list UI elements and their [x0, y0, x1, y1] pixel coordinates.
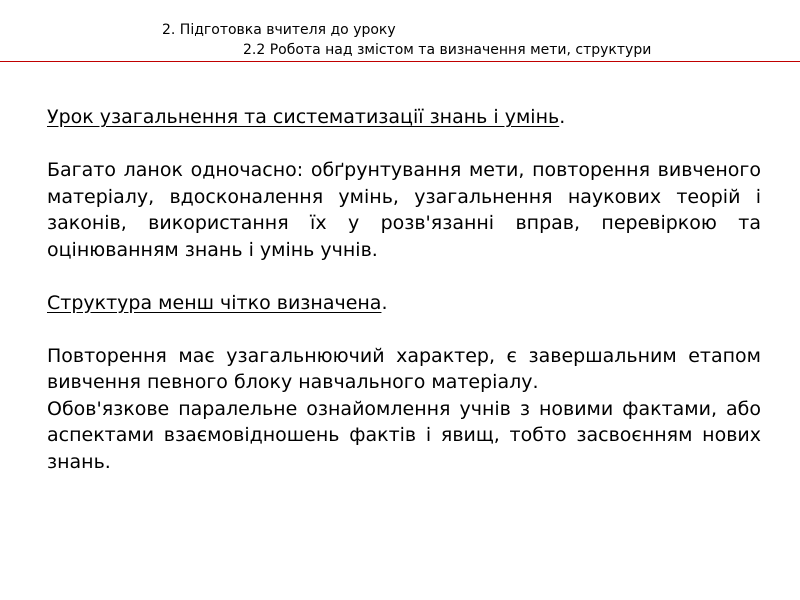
- subsection-title: 2.2 Робота над змістом та визначення мети, структури: [243, 42, 652, 58]
- spacer: [47, 131, 761, 158]
- structure-heading-period: .: [381, 291, 388, 314]
- spacer: [47, 263, 761, 290]
- header-divider: [0, 61, 800, 62]
- slide-body: [47, 104, 761, 475]
- structure-heading: [47, 290, 761, 317]
- components-paragraph: Багато ланок одночасно: обґрунтування мети, повторення вивченого матеріалу, вдосконалення умінь, узагальнення наукових теорій і законів, використання їх у розв'язанні вправ, перевіркою та оцінюванням знань і умінь учнів.: [47, 159, 761, 261]
- spacer: [47, 316, 761, 343]
- lesson-type-heading: [47, 104, 761, 131]
- repetition-paragraph: Повторення має узагальнюючий характер, є завершальним етапом вивчення певного блоку навчального матеріалу.: [47, 344, 761, 393]
- lesson-type-heading-period: .: [559, 106, 566, 128]
- new-facts-paragraph: Обов'язкове паралельне ознайомлення учнів з новими фактами, або аспектами взаємовідношень фактів і явищ, тобто засвоєнням нових знань.: [47, 397, 761, 473]
- lesson-type-heading-text: Урок узагальнення та систематизації знань і умінь: [47, 106, 560, 128]
- section-title: 2. Підготовка вчителя до уроку: [162, 22, 396, 38]
- structure-heading-text: Структура менш чітко визначена: [47, 291, 382, 314]
